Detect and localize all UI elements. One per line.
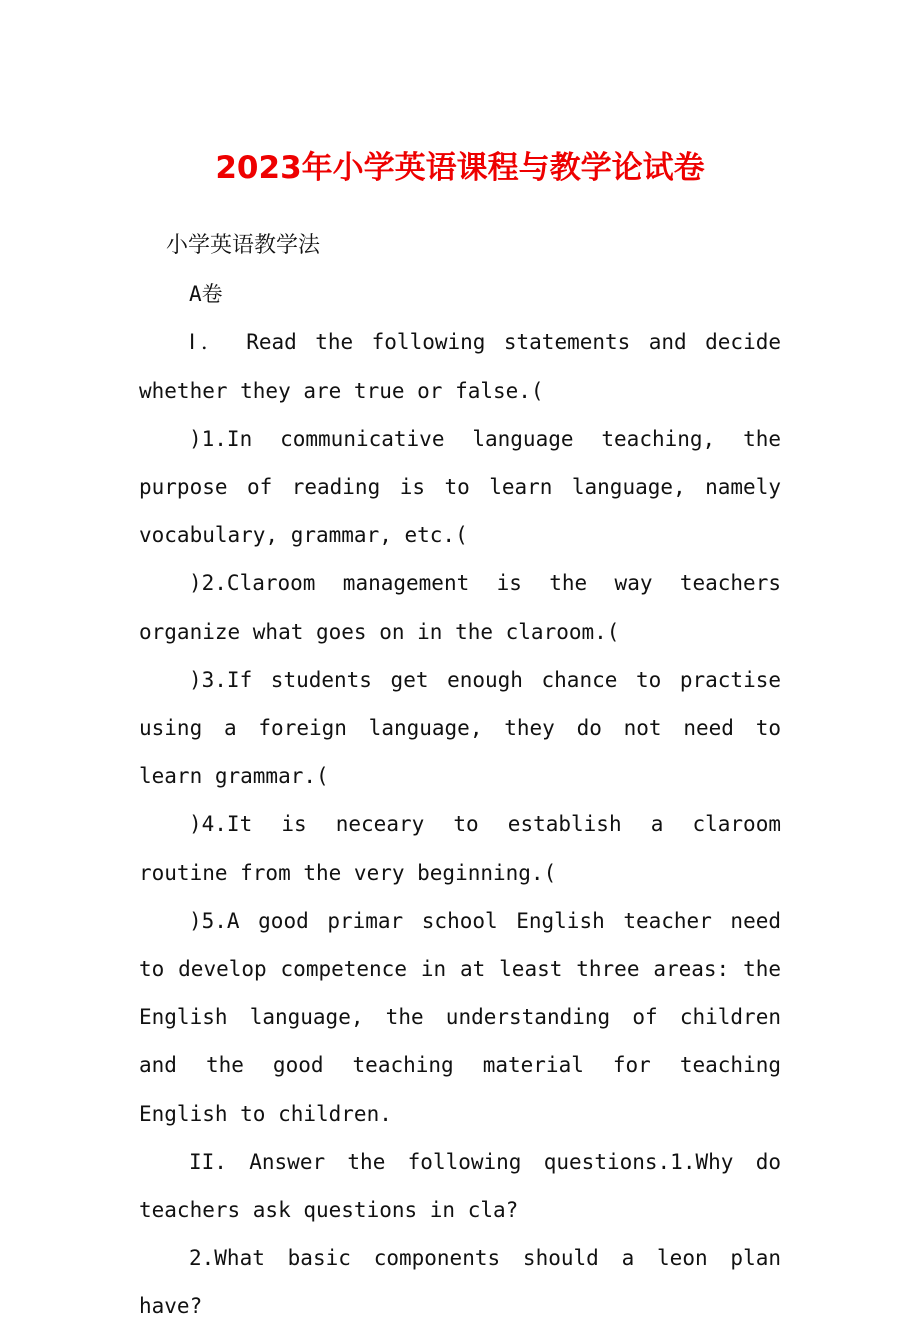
document-body: [139, 222, 781, 1331]
statement-item-5: )5.A good primar school English teacher need to develop competence in at least three areas: the English language, the understanding of children and the good teaching material for teaching English to children.: [139, 908, 781, 1126]
section-2-heading: II. Answer the following questions.1.Why do teachers ask questions in cla?: [139, 1149, 781, 1223]
page-title: 2023年小学英语课程与教学论试卷: [215, 150, 705, 186]
volume-label: A卷: [189, 282, 223, 307]
statement-item-1: )1.In communicative language teaching, the purpose of reading is to learn language, namely vocabulary, grammar, etc.(: [139, 426, 781, 548]
course-subtitle: 小学英语教学法: [166, 233, 321, 258]
statement-item-2: )2.Claroom management is the way teachers organize what goes on in the claroom.(: [139, 571, 781, 644]
question-2: 2.What basic components should a leon plan have?: [139, 1246, 781, 1319]
statement-item-4: )4.It is neceary to establish a claroom routine from the very beginning.(: [139, 812, 781, 885]
section-1-heading: Ⅰ． Read the following statements and decide whether they are true or false.(: [139, 330, 781, 403]
statement-item-3: )3.If students get enough chance to practise using a foreign language, they do not need to learn grammar.(: [139, 667, 781, 789]
